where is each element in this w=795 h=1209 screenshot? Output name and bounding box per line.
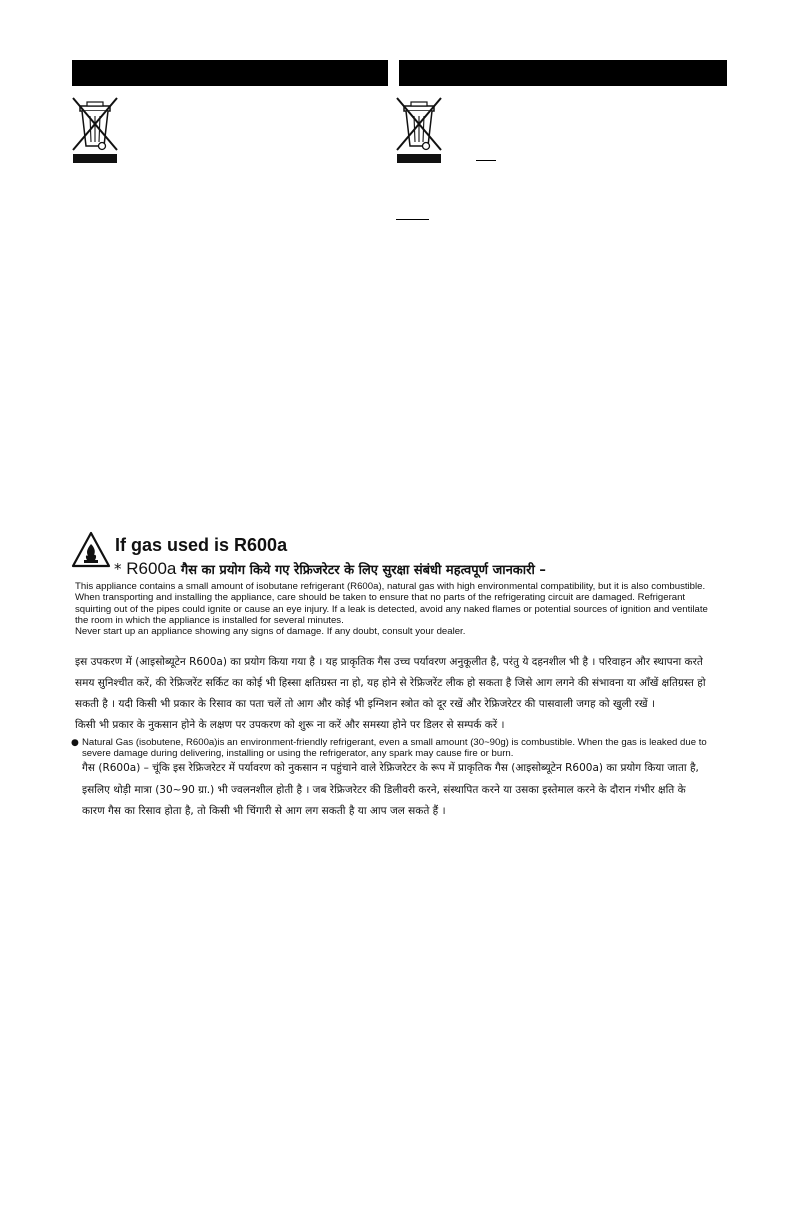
- text-line: किसी भी प्रकार के नुकसान होने के लक्षण पर उपकरण को शुरू ना करें और समस्या होने पर डिलर से सम्पर्क करें ।: [75, 719, 505, 731]
- text-line: सकती है । यदी किसी भी प्रकार के रिसाव का पता चलें तो आग और कोई भी इग्निशन स्त्रोत को दूर रखें और रेफ्रिजरेटर की पासवाली जगह को खुली रखें ।: [75, 698, 655, 710]
- subtitle-gas-code: R600a: [126, 559, 177, 578]
- text-line: severe damage during delivering, installing or using the refrigerator, any spark may cause fire or burn.: [82, 748, 514, 760]
- warning-subtitle: [114, 559, 546, 579]
- text-line: Natural Gas (isobutene, R600a)is an environment-friendly refrigerant, even a small amount (30~90g) is combustible. When the gas is leaked due to: [82, 737, 707, 748]
- text-line: squirting out of the pipes could ignite or cause an eye injury. If a leak is detected, avoid any naked flames or potential sources of ignition and ventilate: [75, 603, 708, 615]
- english-safety-paragraph: [75, 581, 735, 637]
- flammable-warning-triangle-icon: [70, 530, 112, 574]
- crossed-out-wheelie-bin-icon: [65, 92, 125, 162]
- underline-mark: [476, 160, 496, 161]
- text-line: the room in which the appliance is installed for several minutes.: [75, 614, 344, 626]
- hindi-safety-paragraph: [75, 652, 735, 736]
- bullet-english-text: [82, 737, 742, 760]
- underline-mark: [396, 219, 429, 220]
- text-line: इस उपकरण में (आइसोब्यूटेन R600a) का प्रयोग किया गया है । यह प्राकृतिक गैस उच्च पर्यावरण अनुकूलीत है, परंतु ये दहनशील भी है । परिवाहन और स्थापना करते: [75, 656, 703, 668]
- left-section-header-bar: [72, 60, 388, 86]
- crossed-out-wheelie-bin-icon: [389, 92, 449, 162]
- right-section-header-bar: [399, 60, 727, 86]
- text-line: कारण गैस का रिसाव होता है, तो किसी भी चिंगारी से आग लग सकती है या आप जल सकते हैं ।: [82, 805, 446, 817]
- text-line: Never start up an appliance showing any signs of damage. If any doubt, consult your dealer.: [75, 626, 466, 638]
- warning-title: If gas used is R600a: [115, 535, 288, 555]
- subtitle-star: *: [114, 560, 127, 578]
- text-line: समय सुनिश्चीत करें, की रेफ्रिजरेंट सर्किट का कोई भी हिस्सा क्षतिग्रस्त ना हो, यह होने से रेफ्रिजरेंट लीक हो सकता है जिसे आग लगने की संभावना या आँखें क्षतिग्रस्त हो: [75, 677, 706, 689]
- bullet-hindi-text: [82, 758, 742, 823]
- bullet-icon: ●: [71, 738, 79, 748]
- text-line: इसलिए थोड़ी मात्रा (30~90 ग्रा.) भी ज्वलनशील होती है । जब रेफ्रिजरेटर की डिलीवरी करने, संस्थापित करने या उसका इस्तेमाल करने के दौरान गंभीर क्षति के: [82, 783, 686, 796]
- text-line: गैस (R600a) – चूंकि इस रेफ्रिजरेटर में पर्यावरण को नुकसान न पहुंचाने वाले रेफ्रिजरेटर के रूप में प्राकृतिक गैस (आइसोब्यूटेन R600a) का प्रयोग किया जाता है,: [82, 762, 699, 774]
- subtitle-hindi: गैस का प्रयोग किये गए रेफ्रिजरेटर के लिए सुरक्षा संबंधी महत्वपूर्ण जानकारी –: [176, 563, 546, 578]
- text-line: This appliance contains a small amount of isobutane refrigerant (R600a), natural gas with high environmental compatibility, but it is also combustible.: [75, 581, 706, 592]
- text-line: When transporting and installing the appliance, care should be taken to ensure that no parts of the refrigerating circuit are damaged. Refrigerant: [75, 592, 686, 604]
